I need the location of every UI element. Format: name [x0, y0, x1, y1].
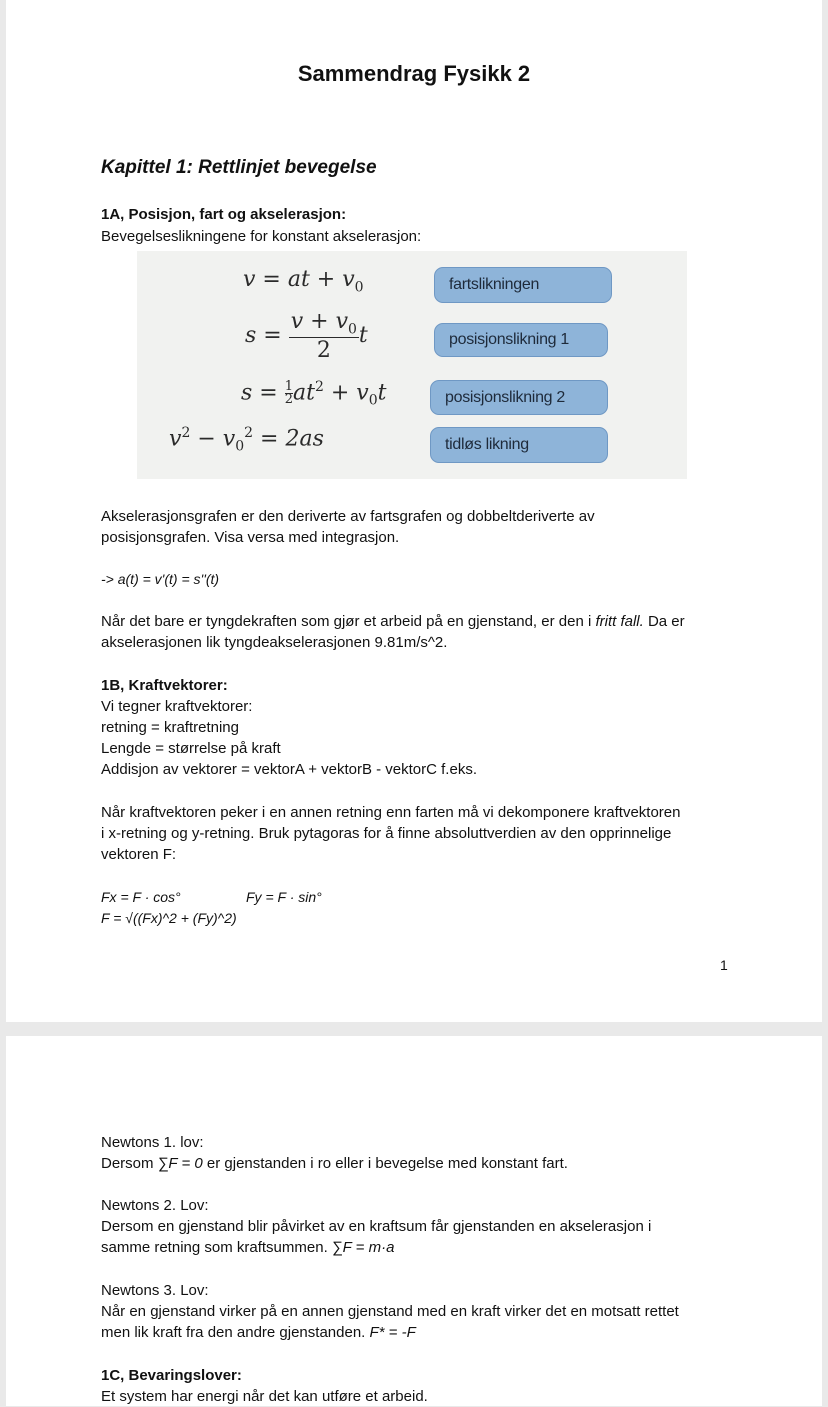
freefall-line-2: akselerasjonen lik tyngdeakselerasjonen 9.81m/s^2.	[101, 634, 448, 651]
section-1b-line: retning = kraftretning	[101, 719, 239, 736]
newton1-text-c: er gjenstanden i ro eller i bevegelse med konstant fart.	[202, 1155, 568, 1172]
section-1b-line: Addisjon av vektorer = vektorA + vektorB - vektorC f.eks.	[101, 761, 477, 778]
section-1a-heading: 1A, Posisjon, fart og akselerasjon:	[101, 206, 347, 223]
fy-formula: Fy = F · sin°	[246, 889, 322, 905]
equation-position-2: s = $\frac{1}{2}at^2 + v_0t$	[241, 378, 387, 409]
document-page-1	[6, 0, 822, 1022]
newton2-line-2	[101, 1237, 394, 1258]
freefall-text-end: Da er	[643, 613, 685, 630]
newton2-formula: ∑F = m·a	[331, 1239, 395, 1256]
equations-image	[137, 251, 687, 479]
paragraph-graphs-line-2: posisjonsgrafen. Visa versa med integrasjon.	[101, 529, 400, 546]
equation-timeless: $v^2 - v_0^2 = 2as$	[169, 425, 324, 455]
newton3-formula: F* = -F	[369, 1324, 416, 1341]
equation-label-posisjonslikning-2: posisjonslikning 2	[430, 380, 608, 415]
equation-label-fartslikningen: fartslikningen	[434, 267, 612, 303]
newton1-text	[101, 1153, 568, 1174]
section-1a-intro: Bevegelseslikningene for konstant akselerasjon:	[101, 228, 422, 245]
f-absolute-formula: F = √((Fx)^2 + (Fy)^2)	[101, 910, 237, 926]
newton2-text: samme retning som kraftsummen.	[101, 1239, 332, 1256]
freefall-term: fritt fall.	[595, 613, 644, 630]
decompose-line: vektoren F:	[101, 846, 177, 863]
chapter-heading: Kapittel 1: Rettlinjet bevegelse	[101, 157, 377, 178]
equation-label-tidlos: tidløs likning	[430, 427, 608, 463]
freefall-line-1	[101, 611, 685, 632]
equation-label-posisjonslikning-1: posisjonslikning 1	[434, 323, 608, 357]
newton2-title: Newtons 2. Lov:	[101, 1197, 209, 1214]
decompose-line: Når kraftvektoren peker i en annen retning enn farten må vi dekomponere kraftvektoren	[101, 804, 681, 821]
newton1-title: Newtons 1. lov:	[101, 1134, 204, 1151]
section-1b-heading: 1B, Kraftvektorer:	[101, 677, 228, 694]
newton3-line-2	[101, 1322, 416, 1343]
document-page-2	[6, 1036, 822, 1406]
freefall-text: Når det bare er tyngdekraften som gjør et arbeid på en gjenstand, er den i	[101, 613, 596, 630]
newton1-text-a: Dersom	[101, 1155, 158, 1172]
page-number: 1	[720, 957, 728, 973]
newton3-text: men lik kraft fra den andre gjenstanden.	[101, 1324, 370, 1341]
newton2-line-1: Dersom en gjenstand blir påvirket av en kraftsum får gjenstanden en akselerasjon i	[101, 1218, 652, 1235]
equation-position-1: s = $\frac{v + v_0}{2}$ t	[245, 309, 368, 364]
section-1b-line: Vi tegner kraftvektorer:	[101, 698, 253, 715]
section-1c-heading: 1C, Bevaringslover:	[101, 1367, 242, 1384]
fx-formula: Fx = F · cos°	[101, 889, 181, 905]
section-1c-line: Et system har energi når det kan utføre et arbeid.	[101, 1388, 428, 1405]
derivative-formula: -> a(t) = v'(t) = s''(t)	[101, 571, 220, 587]
newton1-formula: ∑F = 0	[157, 1155, 203, 1172]
section-1b-line: Lengde = størrelse på kraft	[101, 740, 281, 757]
paragraph-graphs-line-1: Akselerasjonsgrafen er den deriverte av fartsgrafen og dobbeltderiverte av	[101, 508, 595, 525]
newton3-line-1: Når en gjenstand virker på en annen gjenstand med en kraft virker det en motsatt rettet	[101, 1303, 679, 1320]
equation-velocity: v = at + $v_0$	[243, 267, 364, 296]
document-title: Sammendrag Fysikk 2	[297, 61, 531, 86]
newton3-title: Newtons 3. Lov:	[101, 1282, 209, 1299]
decompose-line: i x-retning og y-retning. Bruk pytagoras for å finne absoluttverdien av den opprinnelige	[101, 825, 672, 842]
